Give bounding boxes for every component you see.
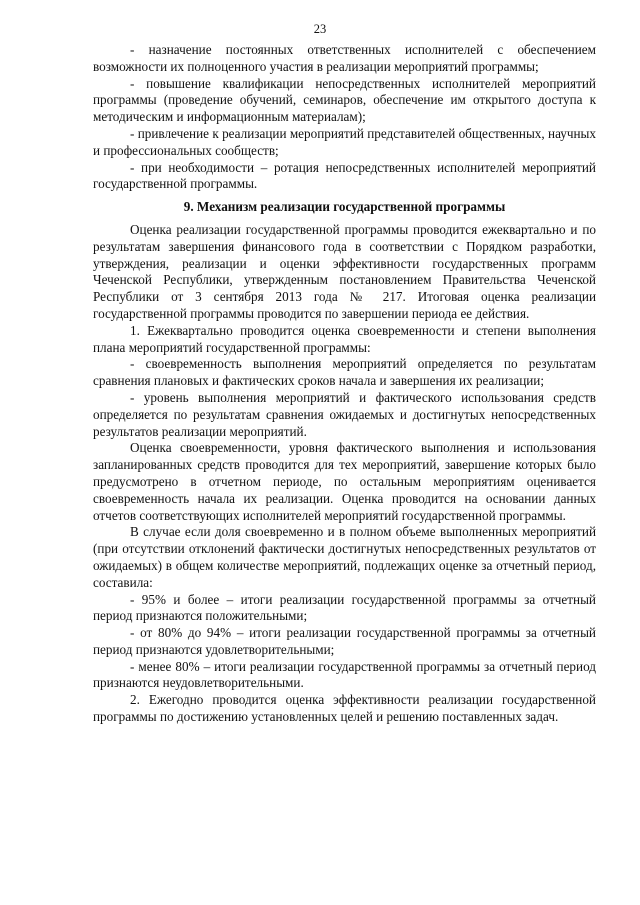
document-body [93, 42, 596, 726]
paragraph-annual-evaluation: 2. Ежегодно проводится оценка эффективности реализации государственной программы по достижению установленных целей и решению поставленных задач. [93, 692, 596, 725]
paragraph-evaluation-intro: Оценка реализации государственной программы проводится ежеквартально и по результатам завершения финансового года в соответствии с Порядком разработки, утверждения, реализации и оценки эффективности государственных программ Чеченской Республики, утвержденным постановлением Правительства Чеченской Республики от 3 сентября 2013 года № 217. Итоговая оценка реализации государственной программы проводится по завершении периода ее действия. [93, 221, 596, 321]
paragraph-quarterly-evaluation: 1. Ежеквартально проводится оценка своевременности и степени выполнения плана мероприятий государственной программы: [93, 322, 596, 355]
paragraph-share-condition: В случае если доля своевременно и в полном объеме выполненных мероприятий (при отсутствии отклонений фактически достигнутых непосредственных результатов от ожидаемых) в общем количестве мероприятий, подлежащих оценке за отчетный период, составила: [93, 524, 596, 590]
list-item-assign-executors: - назначение постоянных ответственных исполнителей с обеспечением возможности их полноценного участия в реализации мероприятий программы; [93, 42, 596, 74]
list-item-qualification: - повышение квалификации непосредственных исполнителей мероприятий программы (проведение обучений, семинаров, обеспечение им открытого доступа к методическим и информационным материалам); [93, 75, 596, 125]
list-item-execution-level: - уровень выполнения мероприятий и фактического использования средств определяется по результатам сравнения ожидаемых и достигнутых непосредственных результатов реализации мероприятий. [93, 389, 596, 439]
page-number: 23 [313, 22, 327, 36]
list-item-positive: - 95% и более – итоги реализации государственной программы за отчетный период признаются положительными; [93, 591, 596, 624]
list-item-public-involvement: - привлечение к реализации мероприятий представителей общественных, научных и профессиональных сообществ; [93, 125, 596, 158]
list-item-satisfactory: - от 80% до 94% – итоги реализации государственной программы за отчетный период признаются удовлетворительными; [93, 625, 596, 657]
section-heading: 9. Механизм реализации государственной программы [183, 199, 506, 215]
list-item-unsatisfactory: - менее 80% – итоги реализации государственной программы за отчетный период признаются неудовлетворительными. [93, 658, 596, 691]
paragraph-evaluation-scope: Оценка своевременности, уровня фактического выполнения и использования запланированных средств проводится для тех мероприятий, завершение которых было предусмотрено в отчетном периоде, по остальным мероприятиям оценивается своевременность начала их реализации. Оценка проводится на основании данных отчетов соответствующих исполнителей мероприятий государственной программы. [93, 440, 596, 523]
list-item-timeliness: - своевременность выполнения мероприятий определяется по результатам сравнения плановых и фактических сроков начала и завершения их реализации; [93, 356, 596, 389]
list-item-rotation: - при необходимости – ротация непосредственных исполнителей мероприятий государственной программы. [93, 159, 596, 192]
